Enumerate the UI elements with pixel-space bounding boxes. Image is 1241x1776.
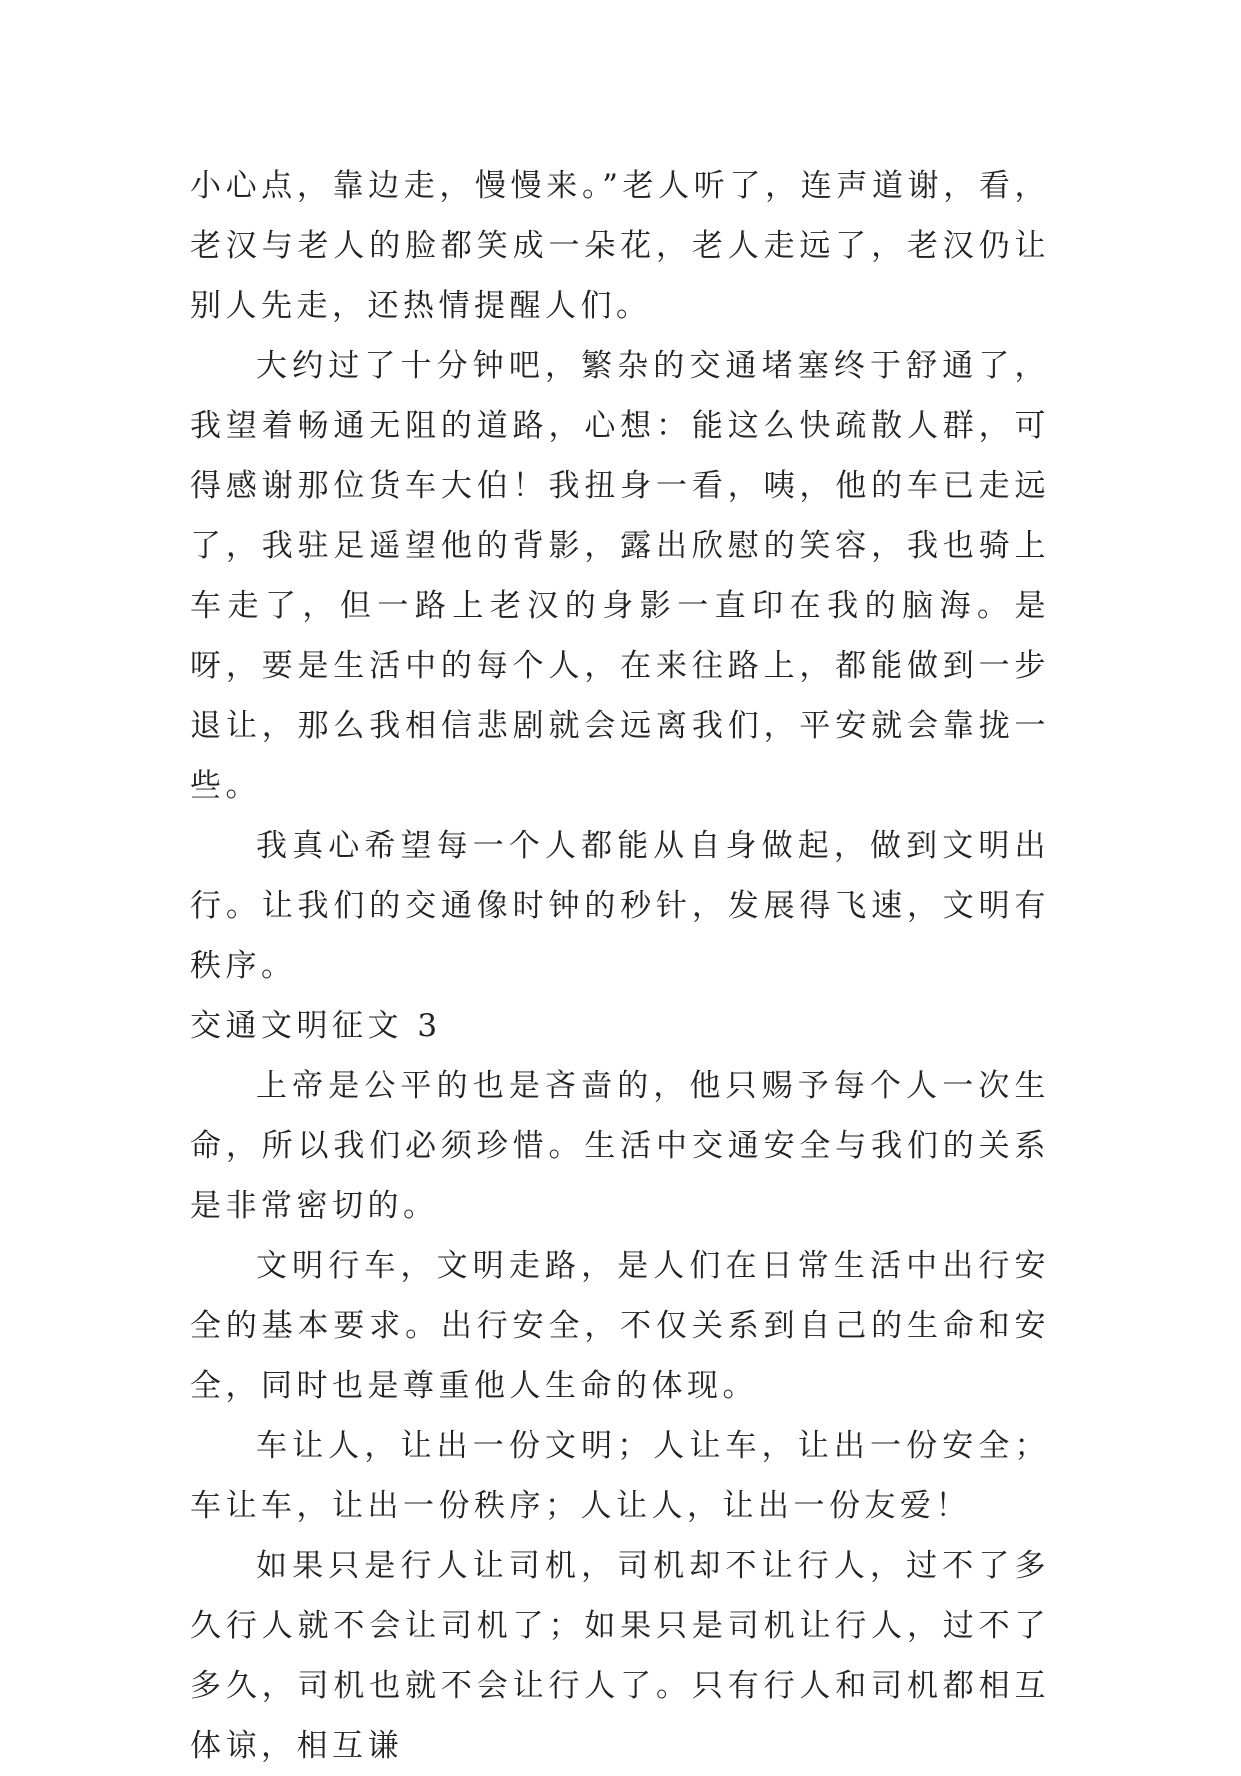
paragraph-civilized-travel-wish: 我真心希望每一个人都能从自身做起，做到文明出行。让我们的交通像时钟的秒针，发展得飞速，文明有秩序。 [190,828,1050,984]
section-heading: 交通文明征文 3 [190,1008,442,1044]
paragraph-continuation: 小心点，靠边走，慢慢来。”老人听了，连声道谢，看，老汉与老人的脸都笑成一朵花，老人走远了，老汉仍让别人先走，还热情提醒人们。 [190,168,1050,324]
paragraph-yielding: 车让人，让出一份文明；人让车，让出一份安全；车让车，让出一份秩序；人让人，让出一份友爱！ [190,1428,1050,1524]
paragraph-traffic-clearing: 大约过了十分钟吧，繁杂的交通堵塞终于舒通了，我望着畅通无阻的道路，心想：能这么快疏散人群，可得感谢那位货车大伯！我扭身一看，咦，他的车已走远了，我驻足遥望他的背影，露出欣慰的笑容，我也骑上车走了，但一路上老汉的身影一直印在我的脑海。是呀，要是生活中的每个人，在来往路上，都能做到一步退让，那么我相信悲剧就会远离我们，平安就会靠拢一些。 [190,348,1050,804]
document-body [190,156,1050,1776]
paragraph-life-precious: 上帝是公平的也是吝啬的，他只赐予每个人一次生命，所以我们必须珍惜。生活中交通安全与我们的关系是非常密切的。 [190,1068,1050,1224]
paragraph-basic-requirement: 文明行车，文明走路，是人们在日常生活中出行安全的基本要求。出行安全，不仅关系到自己的生命和安全，同时也是尊重他人生命的体现。 [190,1248,1050,1404]
paragraph-mutual-understanding: 如果只是行人让司机，司机却不让行人，过不了多久行人就不会让司机了；如果只是司机让行人，过不了多久，司机也就不会让行人了。只有行人和司机都相互体谅，相互谦 [190,1548,1050,1764]
